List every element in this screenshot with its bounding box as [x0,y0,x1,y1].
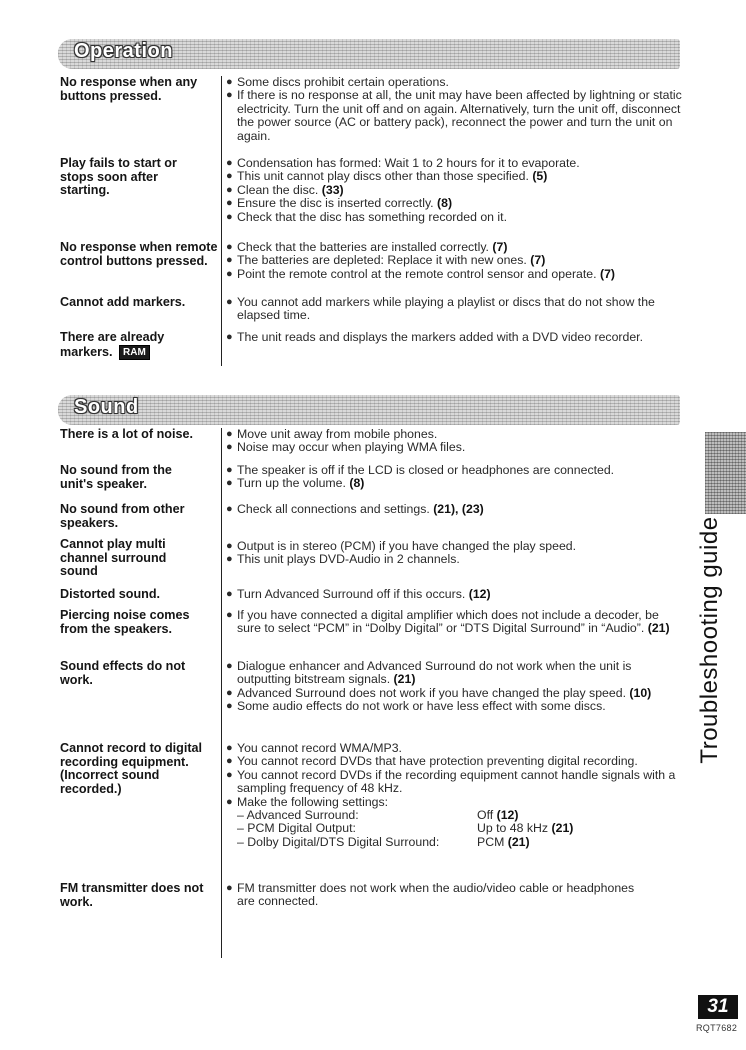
page-ref: (10) [629,685,652,700]
answer-text: Clean the disc. [237,182,319,197]
answer-item [226,553,686,566]
answer-text: Some discs prohibit certain operations. [237,75,449,89]
problem-text: There are already markers. [60,330,165,359]
problem-label: There is a lot of noise. [60,427,193,441]
bullet-icon: ● [226,197,233,210]
answer-list [226,157,686,224]
bullet-icon: ● [226,464,233,476]
page-ref: (21), (23) [433,502,484,516]
sound-section-header [58,395,680,425]
answer-item [226,687,686,700]
answer-item [226,331,686,344]
section-tab-marker [705,432,746,514]
answer-text: Check that the batteries are installed correctly. [237,240,489,254]
answer-item [226,268,686,281]
answer-text: Advanced Surround does not work if you have changed the play speed. [237,685,626,700]
sound-section-title: Sound [74,396,139,418]
answer-list [226,241,686,281]
answer-item [226,609,671,636]
answer-item [226,700,686,713]
problem-label: No sound from the unit's speaker. [60,463,172,491]
setting-row [226,836,686,849]
answer-text: Some audio effects do not work or have less effect with some discs. [237,699,606,714]
answer-text: Turn Advanced Surround off if this occurs. [237,587,466,601]
answer-item [226,660,686,687]
bullet-icon: ● [226,76,233,88]
problem-label: Piercing noise comes from the speakers. [60,608,190,636]
answer-item [226,464,686,477]
answer-text: Check that the disc has something recorded on it. [237,209,507,224]
sound-divider-line [221,428,222,958]
answer-text: Turn up the volume. [237,476,346,491]
page-ref: (7) [530,253,546,268]
bullet-icon: ● [226,254,233,267]
bullet-icon: ● [226,540,233,552]
answer-text: This unit plays DVD-Audio in 2 channels. [237,552,460,567]
answer-item [226,540,686,553]
setting-value: Off (12) [477,808,519,823]
answer-item [226,76,686,89]
setting-row [226,822,686,835]
problem-label: No response when any buttons pressed. [60,75,198,103]
answer-text: The unit reads and displays the markers added with a DVD video recorder. [237,330,644,344]
answer-item [226,477,686,490]
problem-label: Cannot add markers. [60,295,186,309]
answer-text: Condensation has formed: Wait 1 to 2 hours for it to evaporate. [237,156,580,170]
page-ref: (21) [393,672,416,687]
answer-item [226,588,686,601]
bullet-icon: ● [226,755,233,768]
answer-item [226,157,686,170]
answer-item [226,170,686,183]
answer-text: This unit cannot play discs other than those specified. [237,169,529,184]
document-code: RQT7682 [696,1023,738,1033]
bullet-icon: ● [226,553,233,566]
bullet-icon: ● [226,742,233,754]
answer-text: If there is no response at all, the unit may have been affected by lightning or static electricity. Turn the unit off and on again. Alternatively, turn the unit off, disconnect the power source (AC or battery pack), reconnect the power and turn the unit on again. [237,88,682,143]
problem-label: Distorted sound. [60,587,161,601]
problem-label [60,331,220,360]
problem-label: Cannot play multi channel surround sound [60,537,167,578]
answer-list [226,882,646,909]
answer-item [226,796,686,809]
page-ref: (12) [468,587,491,601]
answer-item [226,241,686,254]
answer-list [226,331,686,344]
bullet-icon: ● [226,157,233,169]
problem-label: No sound from other speakers. [60,502,185,530]
answer-item [226,254,686,267]
page-ref: (7) [492,240,508,254]
operation-section-header [58,39,680,69]
problem-label: Sound effects do not work. [60,659,186,687]
side-label-container [690,516,730,764]
answer-list [226,503,686,516]
bullet-icon: ● [226,686,233,699]
page-ref: (21) [507,834,530,849]
answer-text: The speaker is off if the LCD is closed or headphones are connected. [237,463,615,477]
answer-list [226,428,686,455]
answer-item [226,89,686,143]
page-ref: (21) [647,621,670,636]
answer-item [226,755,686,768]
answer-item [226,769,686,796]
bullet-icon: ● [226,588,233,600]
answer-list [226,609,671,636]
bullet-icon: ● [226,210,233,223]
answer-item [226,296,686,323]
answer-text: You cannot record DVDs if the recording equipment cannot handle signals with a sampling frequency of 48 kHz. [237,767,676,796]
ram-badge: RAM [119,345,150,360]
page-number: 31 [698,995,738,1019]
problem-label: Cannot record to digital recording equipment. (Incorrect sound recorded.) [60,741,203,796]
answer-item [226,882,646,909]
bullet-icon: ● [226,428,233,440]
bullet-icon: ● [226,477,233,490]
answer-text: The batteries are depleted: Replace it with new ones. [237,253,527,268]
answer-list [226,464,686,491]
bullet-icon: ● [226,296,233,308]
page-ref: (21) [551,821,574,836]
setting-label: – PCM Digital Output: [237,821,356,836]
bullet-icon: ● [226,331,233,343]
answer-text: Move unit away from mobile phones. [237,427,438,441]
page-ref: (7) [599,266,615,281]
bullet-icon: ● [226,241,233,253]
answer-item [226,211,686,224]
answer-text: Output is in stereo (PCM) if you have changed the play speed. [237,539,577,553]
setting-label: – Dolby Digital/DTS Digital Surround: [237,834,440,849]
answer-item [226,742,686,755]
answer-text: Make the following settings: [237,794,389,809]
answer-list [226,540,686,567]
operation-section-title: Operation [74,40,173,62]
bullet-icon: ● [226,660,233,672]
answer-item [226,503,686,516]
setting-row [226,809,686,822]
problem-label: FM transmitter does not work. [60,881,204,909]
answer-text: Ensure the disc is inserted correctly. [237,196,434,211]
answer-item [226,441,686,454]
bullet-icon: ● [226,503,233,515]
bullet-icon: ● [226,768,233,781]
answer-list [226,76,686,143]
answer-text: Noise may occur when playing WMA files. [237,440,466,455]
bullet-icon: ● [226,700,233,713]
answer-list [226,660,686,714]
page-ref: (33) [321,182,344,197]
bullet-icon: ● [226,882,233,894]
answer-text: FM transmitter does not work when the audio/video cable or headphones are connected. [237,881,635,909]
problem-label: No response when remote control buttons pressed. [60,240,218,268]
answer-list [226,742,686,849]
answer-list [226,588,686,601]
answer-text: You cannot add markers while playing a playlist or discs that do not show the elapsed time. [237,295,655,323]
operation-divider-line [221,76,222,366]
answer-text: You cannot record WMA/MP3. [237,741,402,755]
page-ref: (12) [496,808,519,823]
page-ref: (5) [532,169,548,184]
side-section-label: Troubleshooting guide [696,516,723,764]
page-ref: (8) [437,196,453,211]
answer-item [226,197,686,210]
problem-label: Play fails to start or stops soon after starting. [60,156,177,197]
setting-value: PCM (21) [477,834,530,849]
setting-label: – Advanced Surround: [237,808,359,823]
answer-list [226,296,686,323]
bullet-icon: ● [226,170,233,183]
bullet-icon: ● [226,609,233,621]
answer-text: If you have connected a digital amplifier which does not include a decoder, be sure to select “PCM” in “Dolby Digital” or “DTS Digital Surround” in “Audio”. [237,608,659,636]
answer-text: You cannot record DVDs that have protection preventing digital recording. [237,754,638,769]
answer-text: Point the remote control at the remote control sensor and operate. [237,266,597,281]
setting-value: Up to 48 kHz (21) [477,821,574,836]
bullet-icon: ● [226,267,233,280]
answer-text: Check all connections and settings. [237,502,430,516]
bullet-icon: ● [226,441,233,454]
bullet-icon: ● [226,89,233,102]
bullet-icon: ● [226,795,233,808]
answer-item [226,428,686,441]
page-ref: (8) [349,476,365,491]
answer-text: Dialogue enhancer and Advanced Surround do not work when the unit is outputting bitstream signals. [237,659,632,687]
bullet-icon: ● [226,183,233,196]
answer-item [226,184,686,197]
